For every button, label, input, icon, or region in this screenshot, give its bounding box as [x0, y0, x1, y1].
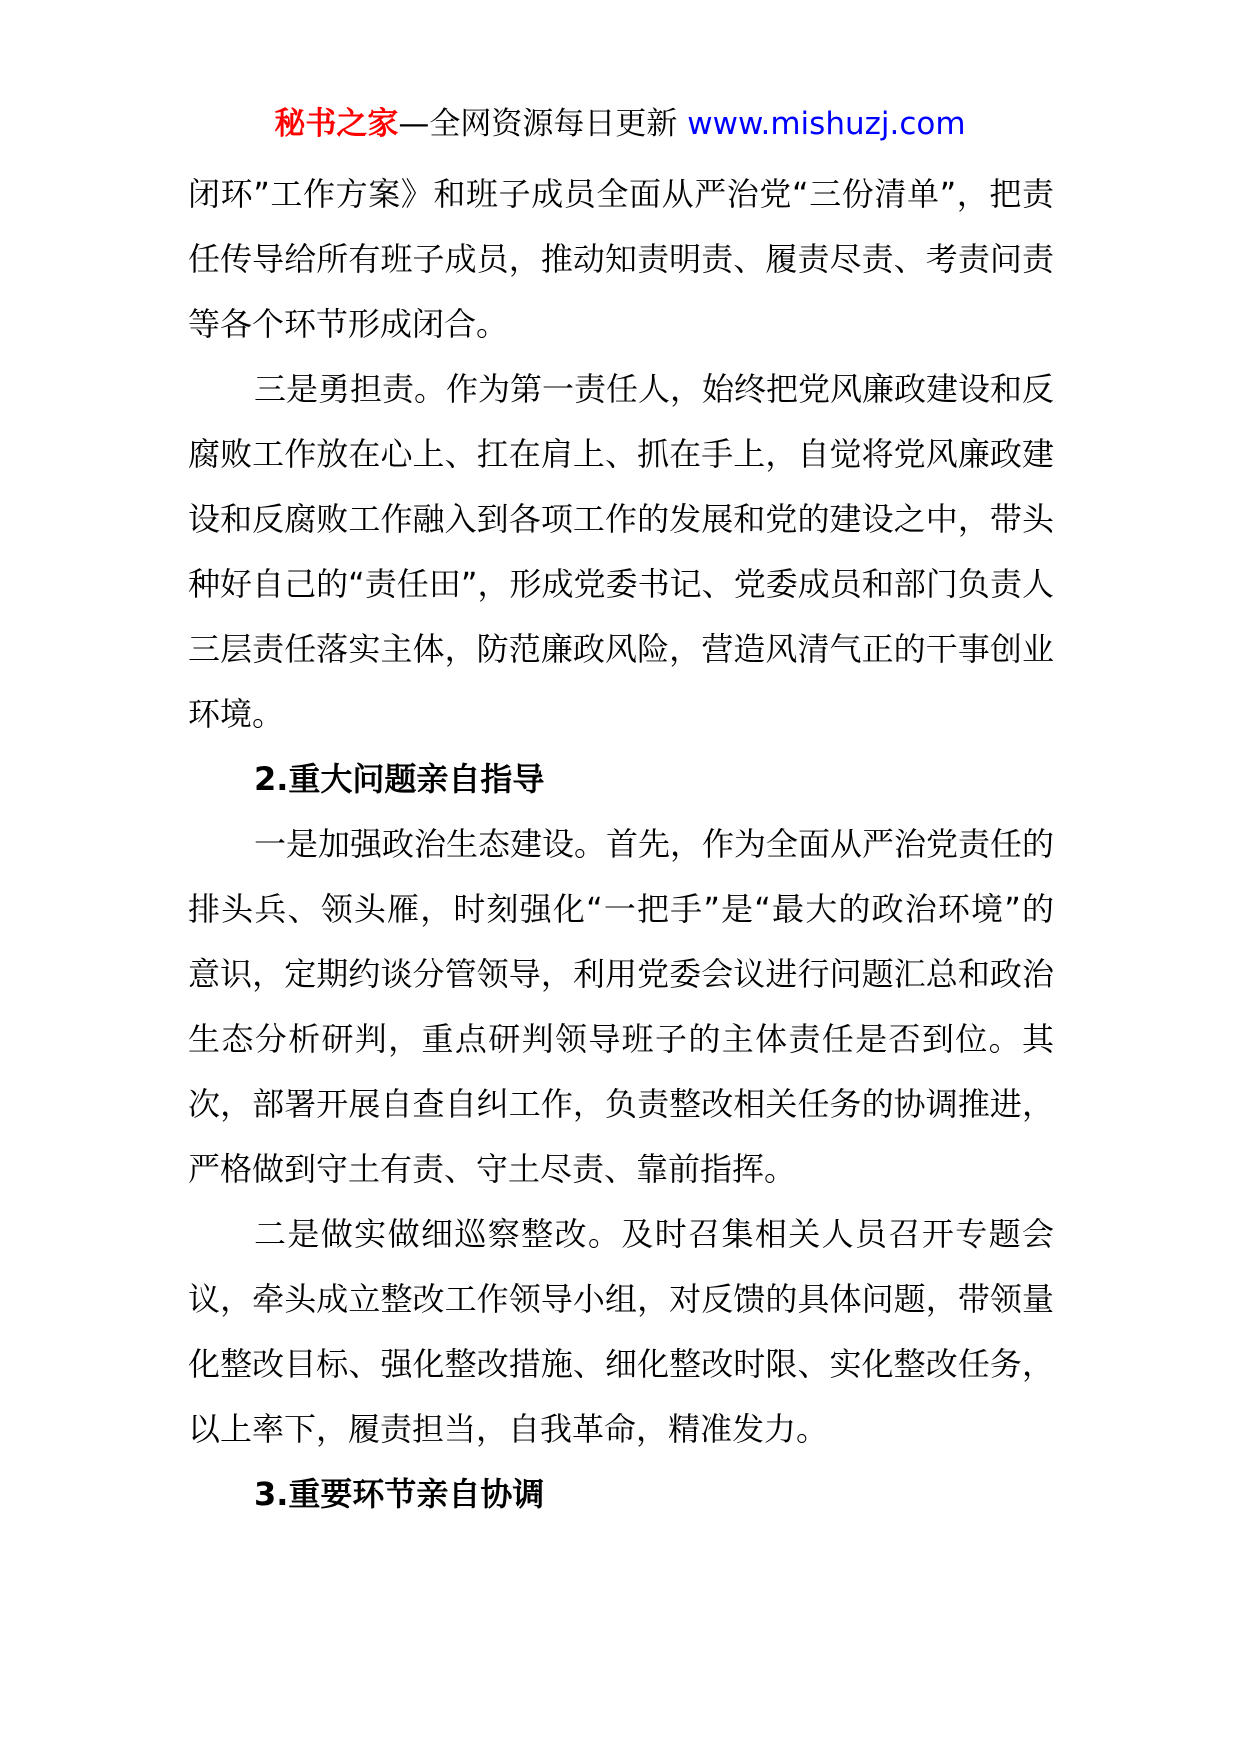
document-body	[188, 162, 1054, 1527]
section-heading-3: 3.重要环节亲自协调	[254, 1475, 545, 1513]
paragraph-continuation: 闭环”工作方案》和班子成员全面从严治党“三份清单”，把责任传导给所有班子成员，推动知责明责、履责尽责、考责问责等各个环节形成闭合。	[188, 175, 1054, 343]
page-header	[0, 102, 1240, 146]
paragraph-responsibility: 三是勇担责。作为第一责任人，始终把党风廉政建设和反腐败工作放在心上、扛在肩上、抓在手上，自觉将党风廉政建设和反腐败工作融入到各项工作的发展和党的建设之中，带头种好自己的“责任田”，形成党委书记、党委成员和部门负责人三层责任落实主体，防范廉政风险，营造风清气正的干事创业环境。	[188, 370, 1055, 733]
paragraph-inspection-rectification: 二是做实做细巡察整改。及时召集相关人员召开专题会议，牵头成立整改工作领导小组，对反馈的具体问题，带领量化整改目标、强化整改措施、细化整改时限、实化整改任务，以上率下，履责担当，自我革命，精准发力。	[188, 1215, 1054, 1448]
website-link[interactable]: www.mishuzj.com	[687, 106, 966, 142]
paragraph-political-ecology: 一是加强政治生态建设。首先，作为全面从严治党责任的排头兵、领头雁，时刻强化“一把手”是“最大的政治环境”的意识，定期约谈分管领导，利用党委会议进行问题汇总和政治生态分析研判，重点研判领导班子的主体责任是否到位。其次，部署开展自查自纠工作，负责整改相关任务的协调推进，严格做到守土有责、守土尽责、靠前指挥。	[188, 825, 1055, 1188]
header-tagline: —全网资源每日更新	[398, 106, 678, 142]
section-heading-2: 2.重大问题亲自指导	[254, 760, 545, 798]
brand-name: 秘书之家	[274, 106, 399, 142]
